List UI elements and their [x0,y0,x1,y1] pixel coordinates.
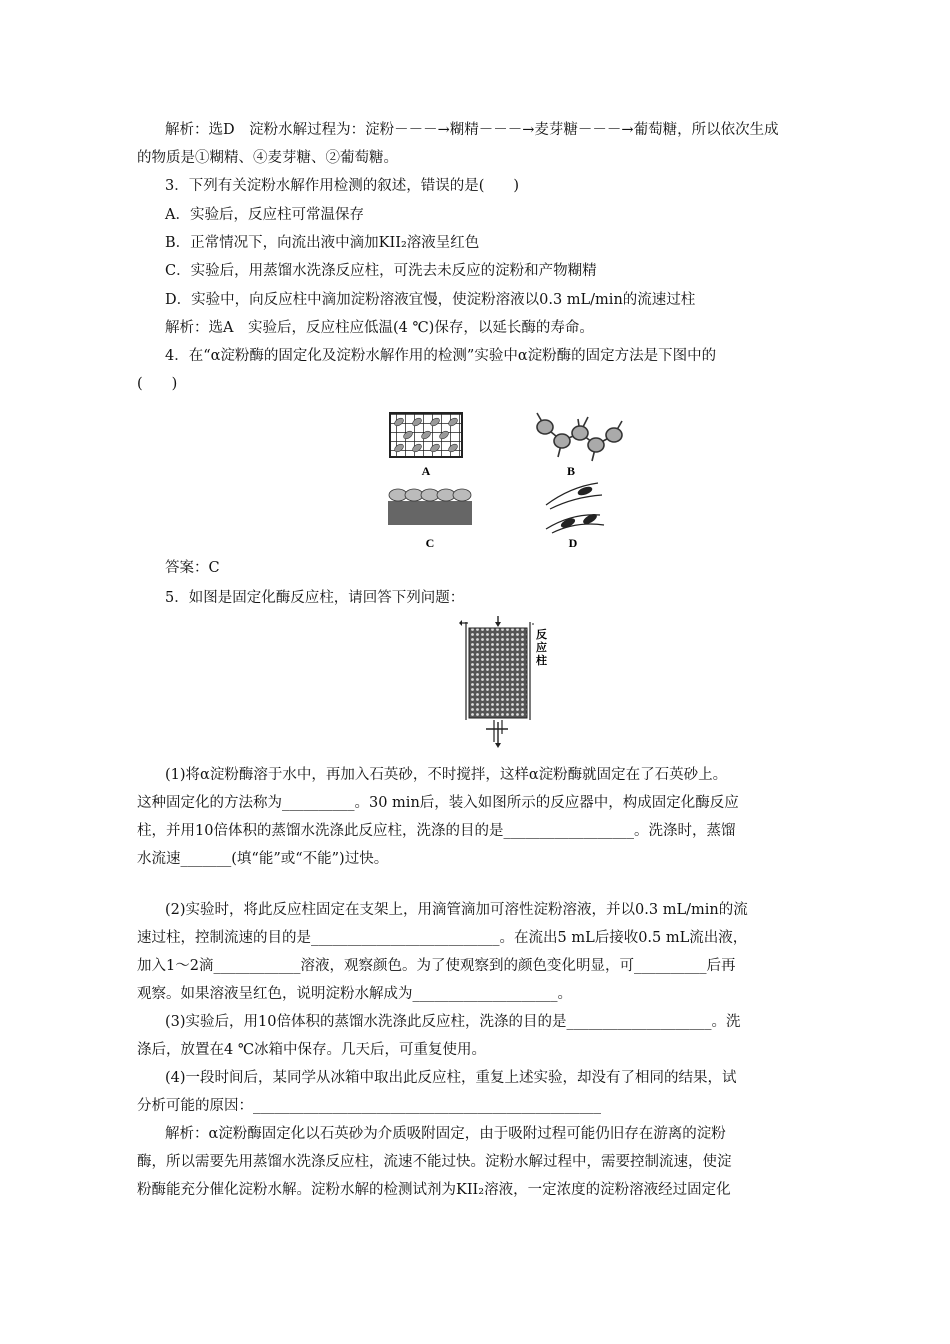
q5-part1-line: 这种固定化的方法称为__________。30 min后，装入如图所示的反应器中，构成固定化酶反应 [137,795,739,811]
q5-part4-line: 分析可能的原因：________________________________________________ [137,1098,601,1114]
q5-part1: (1)将α淀粉酶溶于水中，再加入石英砂，不时搅拌，这样α淀粉酶就固定在了石英砂上。 [165,767,728,783]
figure-label-b: B [566,464,576,478]
option-b: B．正常情况下，向流出液中滴加KII₂溶液呈红色 [165,235,480,251]
analysis-5: 解析：α淀粉酶固定化以石英砂为介质吸附固定，由于吸附过程可能仍旧存在游离的淀粉 [165,1126,726,1142]
reactor-column-figure [450,612,570,752]
analysis-5-line: 酶，所以需要先用蒸馏水洗涤反应柱，流速不能过快。淀粉水解过程中，需要控制流速，使淀 [137,1154,732,1170]
method-a-embedding [390,413,462,457]
text-line: 解析：选D 淀粉水解过程为：淀粉－－－→糊精－－－→麦芽糖－－－→葡萄糖，所以依次生成 [165,122,779,138]
q5-part2-line: 加入1～2滴____________溶液，观察颜色。为了使观察到的颜色变化明显，可__________后再 [137,958,736,974]
method-d-microcapsule [546,483,604,533]
q5-part1-line: 水流速_______(填“能”或“不能”)过快。 [137,851,389,867]
figure-label-a: A [421,464,431,478]
question-4: 4．在“α淀粉酶的固定化及淀粉水解作用的检测”实验中α淀粉酶的固定方法是下图中的 [165,348,717,364]
question-3: 3．下列有关淀粉水解作用检测的叙述，错误的是( ) [165,178,520,194]
q5-part1-line: 柱，并用10倍体积的蒸馏水洗涤此反应柱，洗涤的目的是__________________。洗涤时，蒸馏 [137,823,736,839]
q5-part3-line: 涤后，放置在4 ℃冰箱中保存。几天后，可重复使用。 [137,1042,487,1058]
q5-part3: (3)实验后，用10倍体积的蒸馏水洗涤此反应柱，洗涤的目的是____________________。洗 [165,1014,741,1030]
figure-label-d: D [568,536,578,550]
column-label-3: 柱 [536,654,547,667]
question-4-paren: ( ) [137,376,178,392]
figure-label-c: C [425,536,435,550]
q5-part4: (4)一段时间后，某同学从冰箱中取出此反应柱，重复上述实验，却没有了相同的结果，试 [165,1070,737,1086]
column-label-1: 反 [536,628,547,641]
option-d: D．实验中，向反应柱中滴加淀粉溶液宜慢，使淀粉溶液以0.3 mL/min的流速过柱 [165,292,696,308]
immobilization-methods-figure [378,405,638,555]
analysis-3: 解析：选A 实验后，反应柱应低温(4 ℃)保存，以延长酶的寿命。 [165,320,594,336]
q5-part2-line: 速过柱，控制流速的目的是__________________________。在流出5 mL后接收0.5 mL流出液， [137,930,748,946]
method-b-crosslinking [537,413,622,461]
answer-4: 答案：C [165,560,220,576]
text-line: 的物质是①糊精、④麦芽糖、②葡萄糖。 [137,150,398,166]
method-c-adsorption [388,489,472,525]
question-5: 5．如图是固定化酶反应柱，请回答下列问题： [165,590,465,606]
q5-part2: (2)实验时，将此反应柱固定在支架上，用滴管滴加可溶性淀粉溶液，并以0.3 mL/min的流 [165,902,748,918]
option-c: C．实验后，用蒸馏水洗涤反应柱，可洗去未反应的淀粉和产物糊精 [165,263,597,279]
analysis-5-line: 粉酶能充分催化淀粉水解。淀粉水解的检测试剂为KII₂溶液，一定浓度的淀粉溶液经过固定化 [137,1182,731,1198]
option-a: A．实验后，反应柱可常温保存 [165,207,364,223]
q5-part2-line: 观察。如果溶液呈红色，说明淀粉水解成为____________________。 [137,986,572,1002]
column-label-2: 应 [536,641,547,654]
